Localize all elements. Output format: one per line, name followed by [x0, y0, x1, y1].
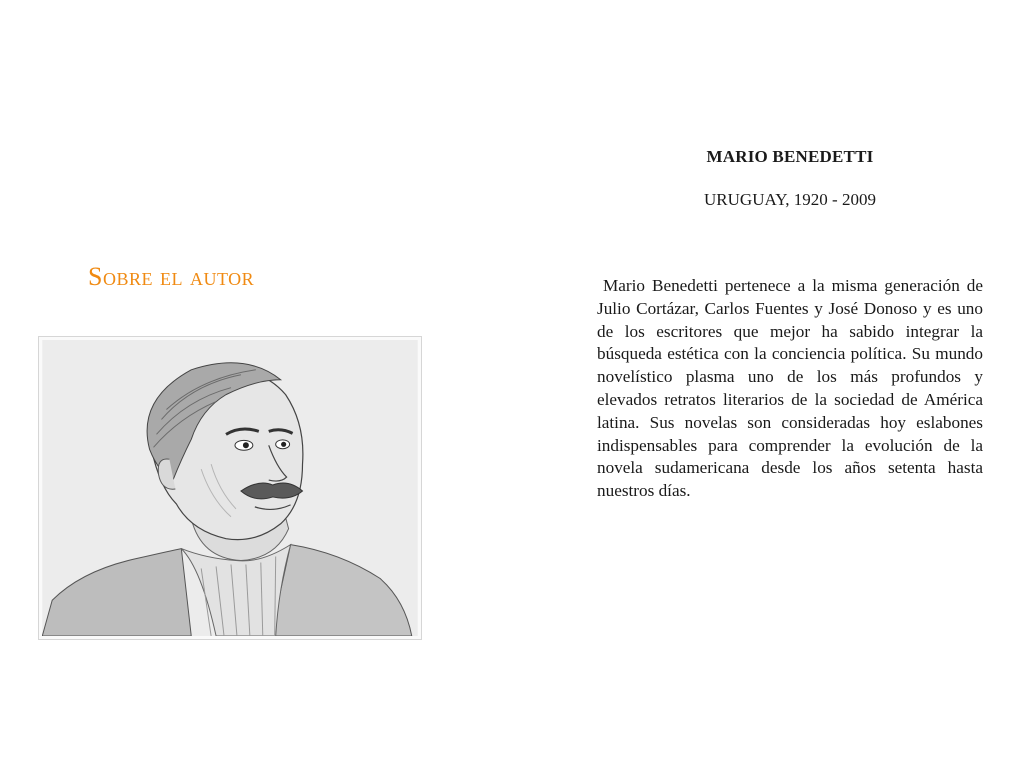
- author-bio: Mario Benedetti pertenece a la misma generación de Julio Cortázar, Carlos Fuentes y José Donoso y es uno de los escritores que mejor ha sabido integrar la búsqueda estética con la conciencia política. Su mundo novelístico plasma uno de los más profundos y elevados retratos literarios de la sociedad de América latina. Sus novelas son consideradas hoy eslabones indispensables para comprender la evolución de la novela sudamericana desde los años setenta hasta nuestros días.: [597, 276, 983, 501]
- author-name: MARIO BENEDETTI: [706, 147, 874, 166]
- author-origin: URUGUAY, 1920 - 2009: [704, 190, 876, 209]
- author-portrait: [38, 336, 422, 640]
- section-title: Sobre el autor: [88, 262, 255, 291]
- author-portrait-sketch-icon: [42, 340, 418, 636]
